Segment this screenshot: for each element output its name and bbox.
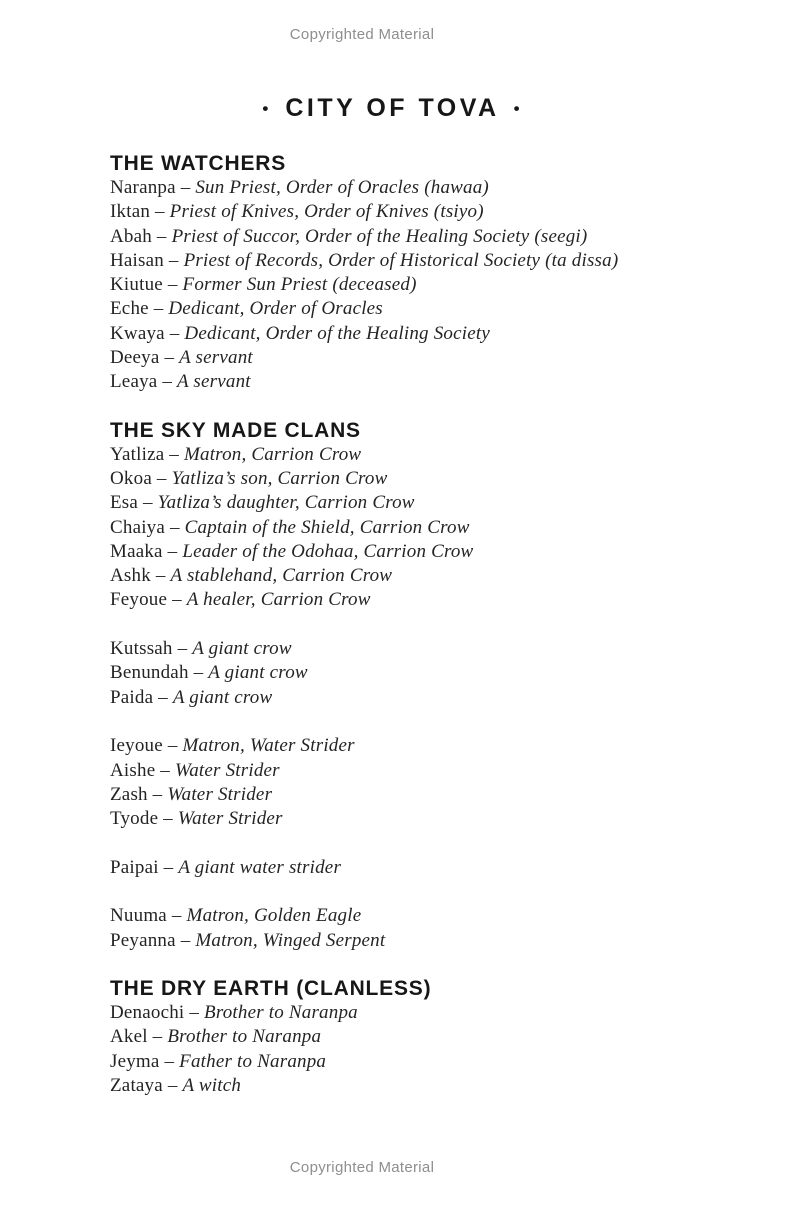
page-title: CITY OF TOVA bbox=[285, 94, 500, 122]
entry-group bbox=[110, 856, 740, 880]
character-description: Brother to Naranpa bbox=[167, 1026, 322, 1048]
dash-separator: – bbox=[162, 540, 183, 562]
character-entry bbox=[110, 661, 740, 685]
character-entry bbox=[110, 807, 740, 831]
character-entry bbox=[110, 225, 740, 249]
character-name: Jeyma bbox=[110, 1050, 160, 1072]
character-entry bbox=[110, 734, 740, 758]
copyright-notice-bottom: Copyrighted Material bbox=[289, 1159, 435, 1177]
dash-separator: – bbox=[158, 856, 179, 878]
character-list bbox=[0, 152, 800, 1098]
dash-separator: – bbox=[159, 347, 180, 369]
character-name: Tyode bbox=[110, 808, 159, 830]
dash-separator: – bbox=[163, 249, 184, 271]
character-description: Priest of Knives, Order of Knives (tsiyo) bbox=[169, 201, 484, 223]
dash-separator: – bbox=[155, 759, 175, 781]
dash-separator: – bbox=[172, 638, 193, 660]
character-name: Kwaya bbox=[110, 322, 165, 344]
entry-group bbox=[110, 734, 740, 831]
character-name: Okoa bbox=[110, 467, 152, 489]
character-name: Haisan bbox=[110, 249, 164, 271]
entry-group bbox=[110, 176, 740, 395]
character-entry bbox=[110, 1001, 740, 1025]
title-bullet-icon: • bbox=[262, 99, 269, 118]
character-description: Father to Naranpa bbox=[179, 1050, 327, 1072]
character-description: Captain of the Shield, Carrion Crow bbox=[184, 516, 470, 538]
character-entry bbox=[110, 540, 740, 564]
dash-separator: – bbox=[164, 322, 185, 344]
dash-separator: – bbox=[147, 783, 168, 805]
dash-separator: – bbox=[148, 298, 169, 320]
dash-separator: – bbox=[159, 1050, 180, 1072]
character-section bbox=[110, 419, 740, 953]
character-entry bbox=[110, 516, 740, 540]
character-name: Ashk bbox=[110, 565, 151, 587]
character-section bbox=[110, 977, 740, 1098]
dash-separator: – bbox=[150, 201, 170, 223]
character-description: Water Strider bbox=[174, 759, 280, 781]
character-entry bbox=[110, 783, 740, 807]
dash-separator: – bbox=[158, 808, 178, 830]
character-description: A giant crow bbox=[192, 638, 292, 660]
character-name: Naranpa bbox=[110, 177, 176, 198]
character-entry bbox=[110, 929, 740, 953]
character-entry bbox=[110, 443, 740, 467]
character-description: Water Strider bbox=[167, 783, 273, 805]
character-entry bbox=[110, 904, 740, 928]
section-heading: THE WATCHERS bbox=[110, 152, 287, 175]
dash-separator: – bbox=[175, 929, 196, 951]
character-description: Priest of Succor, Order of the Healing Society (seegi) bbox=[171, 225, 588, 247]
character-description: A giant crow bbox=[208, 662, 308, 684]
character-entry bbox=[110, 1074, 740, 1098]
entry-group bbox=[110, 904, 740, 953]
character-entry bbox=[110, 370, 740, 394]
character-entry bbox=[110, 200, 740, 224]
section-heading: THE SKY MADE CLANS bbox=[110, 418, 361, 442]
dash-separator: – bbox=[151, 467, 172, 489]
character-entry bbox=[110, 564, 740, 588]
character-name: Aishe bbox=[110, 759, 156, 781]
character-description: A stablehand, Carrion Crow bbox=[170, 565, 393, 587]
section-groups bbox=[110, 443, 740, 953]
dash-separator: – bbox=[162, 274, 183, 296]
dash-separator: – bbox=[167, 589, 187, 611]
character-entry bbox=[110, 249, 740, 273]
character-description: Yatliza’s daughter, Carrion Crow bbox=[157, 492, 415, 514]
character-description: Sun Priest, Order of Oracles (hawaa) bbox=[195, 177, 489, 198]
dash-separator: – bbox=[184, 1001, 205, 1023]
character-name: Kutssah bbox=[110, 638, 173, 660]
dash-separator: – bbox=[153, 686, 173, 708]
character-description: A servant bbox=[179, 347, 253, 369]
character-name: Esa bbox=[110, 492, 139, 514]
dash-separator: – bbox=[166, 905, 187, 927]
character-entry bbox=[110, 491, 740, 515]
dash-separator: – bbox=[150, 565, 171, 587]
character-description: Brother to Naranpa bbox=[204, 1001, 358, 1023]
character-entry bbox=[110, 856, 740, 880]
dash-separator: – bbox=[138, 492, 158, 514]
dash-separator: – bbox=[175, 177, 196, 198]
character-description: Matron, Water Strider bbox=[182, 735, 355, 757]
section-groups bbox=[110, 176, 740, 395]
character-name: Paida bbox=[110, 686, 154, 708]
character-name: Abah bbox=[110, 225, 152, 247]
character-description: Dedicant, Order of Oracles bbox=[168, 298, 383, 320]
entry-group bbox=[110, 443, 740, 613]
dash-separator: – bbox=[157, 371, 178, 393]
character-name: Feyoue bbox=[110, 589, 168, 611]
character-entry bbox=[110, 273, 740, 297]
character-name: Zash bbox=[110, 783, 148, 805]
dash-separator: – bbox=[165, 516, 185, 538]
character-name: Leaya bbox=[110, 371, 158, 393]
character-entry bbox=[110, 467, 740, 491]
character-description: Yatliza’s son, Carrion Crow bbox=[171, 467, 388, 489]
character-description: A healer, Carrion Crow bbox=[186, 589, 371, 611]
character-name: Denaochi bbox=[110, 1001, 185, 1023]
character-description: A servant bbox=[177, 371, 251, 393]
character-description: A giant water strider bbox=[178, 856, 342, 878]
character-description: Matron, Carrion Crow bbox=[183, 443, 362, 465]
character-name: Benundah bbox=[110, 662, 189, 684]
character-description: Dedicant, Order of the Healing Society bbox=[184, 322, 490, 344]
character-name: Paipai bbox=[110, 856, 159, 878]
character-name: Yatliza bbox=[110, 443, 165, 465]
character-name: Deeya bbox=[110, 347, 160, 369]
character-description: Former Sun Priest (deceased) bbox=[182, 274, 417, 296]
section-heading: THE DRY EARTH (CLANLESS) bbox=[110, 976, 432, 1000]
character-name: Zataya bbox=[110, 1074, 163, 1096]
page-title-row bbox=[0, 93, 800, 124]
character-name: Maaka bbox=[110, 540, 163, 562]
character-description: Matron, Golden Eagle bbox=[186, 905, 362, 927]
character-description: A witch bbox=[182, 1074, 242, 1096]
character-description: Water Strider bbox=[177, 808, 283, 830]
character-name: Eche bbox=[110, 298, 149, 320]
copyright-notice-top: Copyrighted Material bbox=[289, 26, 435, 43]
character-entry bbox=[110, 637, 740, 661]
dash-separator: – bbox=[151, 225, 172, 247]
dash-separator: – bbox=[164, 443, 184, 465]
character-entry bbox=[110, 176, 740, 200]
dash-separator: – bbox=[147, 1026, 168, 1048]
character-name: Akel bbox=[110, 1026, 148, 1048]
character-description: Priest of Records, Order of Historical Society (ta dissa) bbox=[183, 249, 619, 271]
character-entry bbox=[110, 759, 740, 783]
character-name: Iktan bbox=[110, 201, 151, 223]
character-section bbox=[110, 152, 740, 395]
character-name: Ieyoue bbox=[110, 735, 163, 757]
character-name: Nuuma bbox=[110, 905, 167, 927]
character-entry bbox=[110, 686, 740, 710]
character-description: A giant crow bbox=[172, 686, 273, 708]
title-bullet-icon: • bbox=[513, 99, 520, 118]
character-entry bbox=[110, 346, 740, 370]
character-description: Matron, Winged Serpent bbox=[195, 929, 386, 951]
character-entry bbox=[110, 588, 740, 612]
character-description: Leader of the Odohaa, Carrion Crow bbox=[182, 540, 474, 562]
character-entry bbox=[110, 1050, 740, 1074]
entry-group bbox=[110, 1001, 740, 1098]
character-name: Kiutue bbox=[110, 274, 163, 296]
character-name: Chaiya bbox=[110, 516, 166, 538]
character-entry bbox=[110, 322, 740, 346]
dash-separator: – bbox=[162, 1074, 183, 1096]
entry-group bbox=[110, 637, 740, 710]
dash-separator: – bbox=[188, 662, 209, 684]
character-name: Peyanna bbox=[110, 929, 176, 951]
character-entry bbox=[110, 1025, 740, 1049]
character-entry bbox=[110, 297, 740, 321]
dash-separator: – bbox=[162, 735, 183, 757]
section-groups bbox=[110, 1001, 740, 1098]
